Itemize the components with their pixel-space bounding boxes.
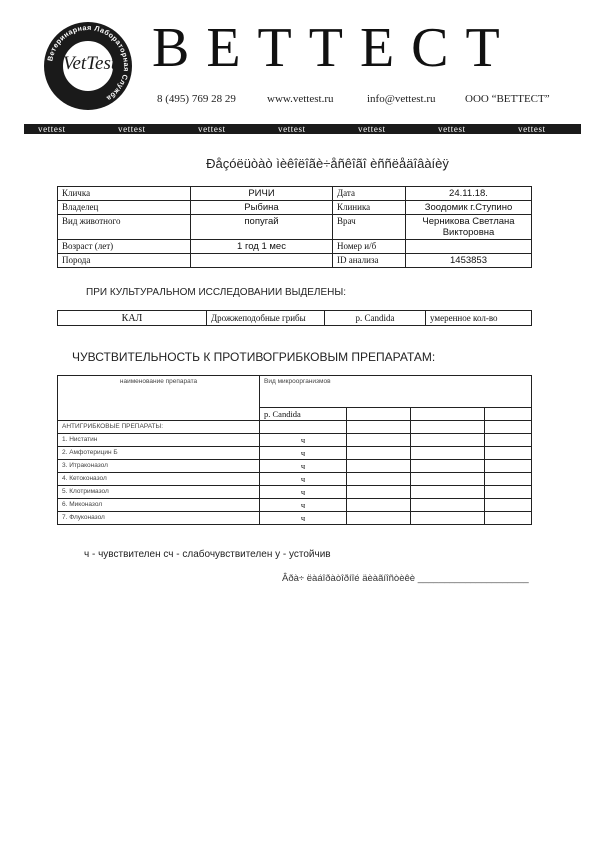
drug-name: 5. Клотримазол [58,486,260,499]
empty-cell [411,408,485,421]
column-header-species: Вид микроорганизмов [260,376,532,408]
material-cell: КАЛ [58,311,207,326]
strip-word: vettest [358,124,386,134]
empty-cell [485,499,532,512]
organism-type-cell: Дрожжеподобные грибы [207,311,325,326]
strip-word: vettest [438,124,466,134]
field-value: попугай [191,215,333,240]
email-link[interactable]: info@vettest.ru [367,93,436,105]
field-label: Номер и/б [333,240,406,254]
table-row [58,434,532,447]
column-header-drug: наименование препарата [58,376,260,421]
table-row [58,473,532,486]
sensitivity-heading: ЧУВСТВИТЕЛЬНОСТЬ К ПРОТИВОГРИБКОВЫМ ПРЕПАРАТАМ: [72,350,436,364]
drug-name: 6. Миконазол [58,499,260,512]
drug-name: 3. Итраконазол [58,460,260,473]
field-value: 24.11.18. [406,187,532,201]
amount-cell: умеренное кол-во [426,311,532,326]
field-value: Рыбина [191,201,333,215]
empty-cell [411,499,485,512]
organism-column-header: р. Candida [260,408,347,421]
strip-word: vettest [198,124,226,134]
field-value: 1453853 [406,254,532,268]
culture-table [57,310,532,326]
field-value: Зоодомик г.Ступино [406,201,532,215]
empty-cell [260,421,347,434]
empty-cell [485,486,532,499]
empty-cell [411,512,485,525]
company-name: ООО “ВЕТТЕСТ” [465,93,550,105]
table-row [58,512,532,525]
sensitivity-result: ч [260,499,347,512]
empty-cell [347,486,411,499]
table-row [58,486,532,499]
empty-cell [347,512,411,525]
table-row [58,447,532,460]
brand-name: BETTECT [152,17,517,79]
field-label: Вид животного [58,215,191,240]
strip-word: vettest [118,124,146,134]
empty-cell [347,421,411,434]
table-row [58,254,532,268]
empty-cell [347,447,411,460]
empty-cell [485,473,532,486]
table-row [58,460,532,473]
empty-cell [411,434,485,447]
strip-word: vettest [278,124,306,134]
empty-cell [347,460,411,473]
table-row [58,311,532,326]
result-legend: ч - чувствителен сч - слабочувствителен у - устойчив [84,549,331,560]
field-value [406,240,532,254]
logo-mark: VetTest [63,53,117,74]
table-row [58,421,532,434]
field-label: Клиника [333,201,406,215]
drug-name: 2. Амфотерицин Б [58,447,260,460]
vettest-logo [44,22,132,110]
patient-info-table [57,186,532,268]
empty-cell [411,460,485,473]
table-row [58,215,532,240]
empty-cell [485,408,532,421]
sensitivity-result: ч [260,434,347,447]
group-label: АНТИГРИБКОВЫЕ ПРЕПАРАТЫ: [58,421,260,434]
field-value: 1 год 1 мес [191,240,333,254]
svg-text:Ветеринарная Лабораторная Служ: Ветеринарная Лабораторная Служба [45,22,132,104]
document-title: Đåçóëüòàò ìèêîëîãè÷åñêîãî èññëåäîâàíèÿ [206,156,449,171]
empty-cell [411,473,485,486]
field-label: Кличка [58,187,191,201]
field-label: Порода [58,254,191,268]
empty-cell [485,421,532,434]
field-label: Дата [333,187,406,201]
brand-strip [24,124,581,134]
phone-number: 8 (495) 769 28 29 [157,93,236,105]
table-row [58,201,532,215]
table-row [58,187,532,201]
drug-name: 4. Кетоконазол [58,473,260,486]
field-label: Врач [333,215,406,240]
organism-cell: р. Candida [325,311,426,326]
field-value: РИЧИ [191,187,333,201]
sensitivity-result: ч [260,512,347,525]
sensitivity-result: ч [260,447,347,460]
empty-cell [411,447,485,460]
sensitivity-table [57,375,532,525]
table-row [58,240,532,254]
culture-heading: ПРИ КУЛЬТУРАЛЬНОМ ИССЛЕДОВАНИИ ВЫДЕЛЕНЫ: [86,287,347,298]
empty-cell [347,499,411,512]
field-label: Возраст (лет) [58,240,191,254]
empty-cell [411,486,485,499]
drug-name: 7. Флуконазол [58,512,260,525]
strip-word: vettest [38,124,66,134]
field-value [191,254,333,268]
empty-cell [347,434,411,447]
strip-word: vettest [518,124,546,134]
website-link[interactable]: www.vettest.ru [267,93,334,105]
empty-cell [485,512,532,525]
field-label: Владелец [58,201,191,215]
sensitivity-result: ч [260,486,347,499]
empty-cell [411,421,485,434]
drug-name: 1. Нистатин [58,434,260,447]
empty-cell [347,408,411,421]
empty-cell [347,473,411,486]
empty-cell [485,447,532,460]
table-header-row [58,376,532,408]
field-label: ID анализа [333,254,406,268]
table-row [58,499,532,512]
signature-line: Âðà÷ ëàáîðàòîðíîé äèàãíîñòèêè _____________________ [282,573,529,584]
sensitivity-result: ч [260,460,347,473]
field-value: Черникова Светлана Викторовна [406,215,532,240]
empty-cell [485,434,532,447]
empty-cell [485,460,532,473]
logo-emblem [62,40,117,92]
sensitivity-result: ч [260,473,347,486]
